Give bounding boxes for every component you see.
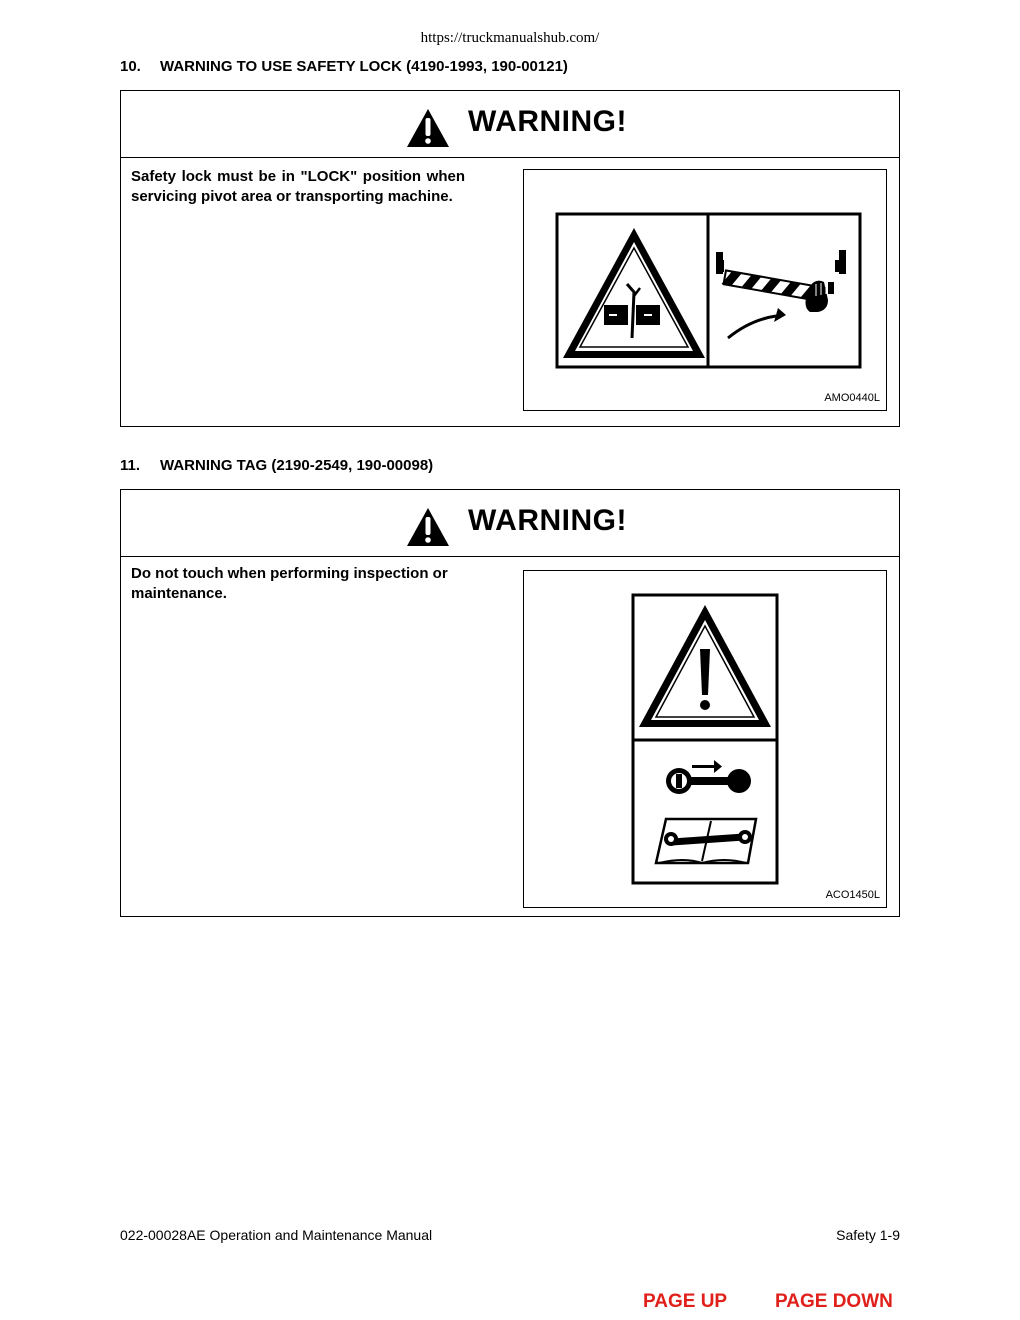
- section-title-text: WARNING TO USE SAFETY LOCK (4190-1993, 190-00121): [160, 58, 568, 75]
- footer-manual-title: 022-00028AE Operation and Maintenance Manual: [120, 1227, 433, 1243]
- warning-tag-decal: [524, 571, 888, 909]
- figure-code: ACO1450L: [825, 889, 880, 901]
- source-url: https://truckmanualshub.com/: [420, 30, 600, 46]
- section-10-title: [120, 58, 568, 75]
- figure-code: AMO0440L: [824, 392, 880, 404]
- safety-lock-decal: [524, 170, 888, 412]
- warning-text: Safety lock must be in "LOCK" position when servicing pivot area or transporting machine.: [131, 168, 465, 205]
- section-number: 10.: [120, 58, 141, 75]
- section-11-title: [120, 457, 433, 474]
- section-title-text: WARNING TAG (2190-2549, 190-00098): [160, 457, 434, 474]
- warning-label: WARNING!: [468, 504, 627, 537]
- safety-lock-decal-figure: [523, 169, 887, 411]
- warning-label: WARNING!: [468, 105, 627, 138]
- warning-header: [121, 490, 899, 557]
- warning-text: Do not touch when performing inspection or maintenance.: [131, 565, 448, 602]
- warning-box-safety-lock: [120, 90, 900, 427]
- manual-book-icon: [656, 819, 756, 863]
- warning-box-tag: [120, 489, 900, 917]
- warning-triangle-icon: [406, 507, 450, 547]
- warning-triangle-icon: [406, 108, 450, 148]
- section-number: 11.: [120, 457, 141, 474]
- warning-tag-figure: [523, 570, 887, 908]
- page-up-link[interactable]: PAGE UP: [643, 1291, 728, 1312]
- page-down-link[interactable]: PAGE DOWN: [775, 1291, 893, 1312]
- footer-page-number: Safety 1-9: [836, 1227, 900, 1243]
- warning-header: [121, 91, 899, 158]
